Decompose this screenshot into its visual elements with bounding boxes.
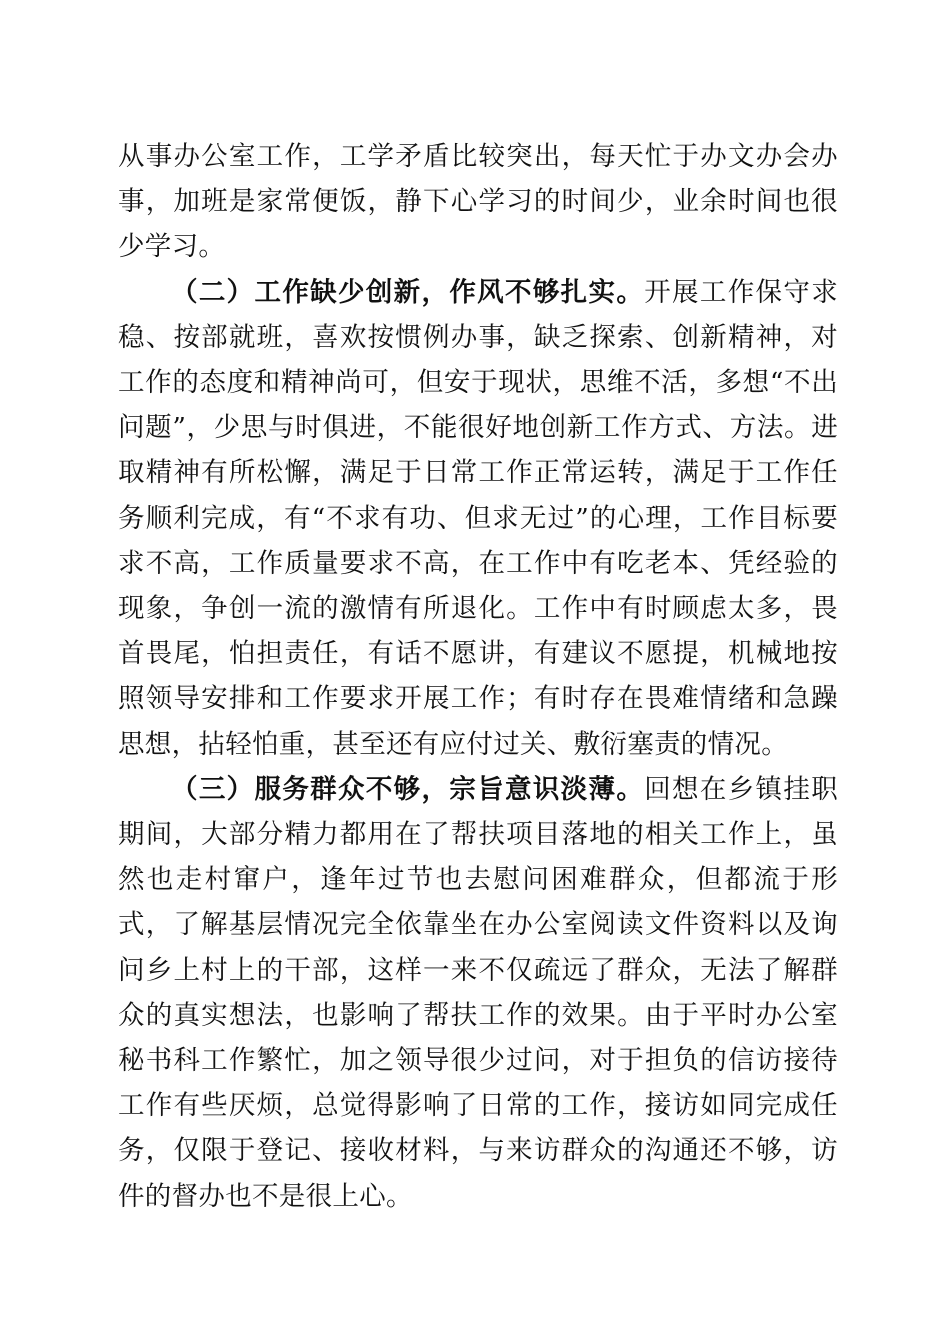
paragraph-section-3	[118, 767, 838, 1219]
paragraph-section-2	[118, 270, 838, 767]
paragraph-text: 回想在乡镇挂职期间，大部分精力都用在了帮扶项目落地的相关工作上，虽然也走村窜户，逢年过节也去慰问困难群众，但都流于形式，了解基层情况完全依靠坐在办公室阅读文件资料以及询问乡上村上的干部，这样一来不仅疏远了群众，无法了解群众的真实想法，也影响了帮扶工作的效果。由于平时办公室秘书科工作繁忙，加之领导很少过问，对于担负的信访接待工作有些厌烦，总觉得影响了日常的工作，接访如同完成任务，仅限于登记、接收材料，与来访群众的沟通还不够，访件的督办也不是很上心。	[118, 773, 838, 1212]
section-heading: （三）服务群众不够，宗旨意识淡薄。	[171, 773, 645, 805]
paragraph-continuation	[118, 134, 838, 270]
paragraph-text: 从事办公室工作，工学矛盾比较突出，每天忙于办文办会办事，加班是家常便饭，静下心学习的时间少，业余时间也很少学习。	[118, 141, 838, 263]
document-page	[118, 134, 838, 1219]
section-heading: （二）工作缺少创新，作风不够扎实。	[171, 276, 645, 308]
paragraph-text: 开展工作保守求稳、按部就班，喜欢按惯例办事，缺乏探索、创新精神，对工作的态度和精神尚可，但安于现状，思维不活，多想“不出问题”，少思与时俱进，不能很好地创新工作方式、方法。进取精神有所松懈，满足于日常工作正常运转，满足于工作任务顺利完成，有“不求有功、但求无过”的心理，工作目标要求不高，工作质量要求不高，在工作中有吃老本、凭经验的现象，争创一流的激情有所退化。工作中有时顾虑太多，畏首畏尾，怕担责任，有话不愿讲，有建议不愿提，机械地按照领导安排和工作要求开展工作；有时存在畏难情绪和急躁思想，拈轻怕重，甚至还有应付过关、敷衍塞责的情况。	[118, 276, 838, 760]
